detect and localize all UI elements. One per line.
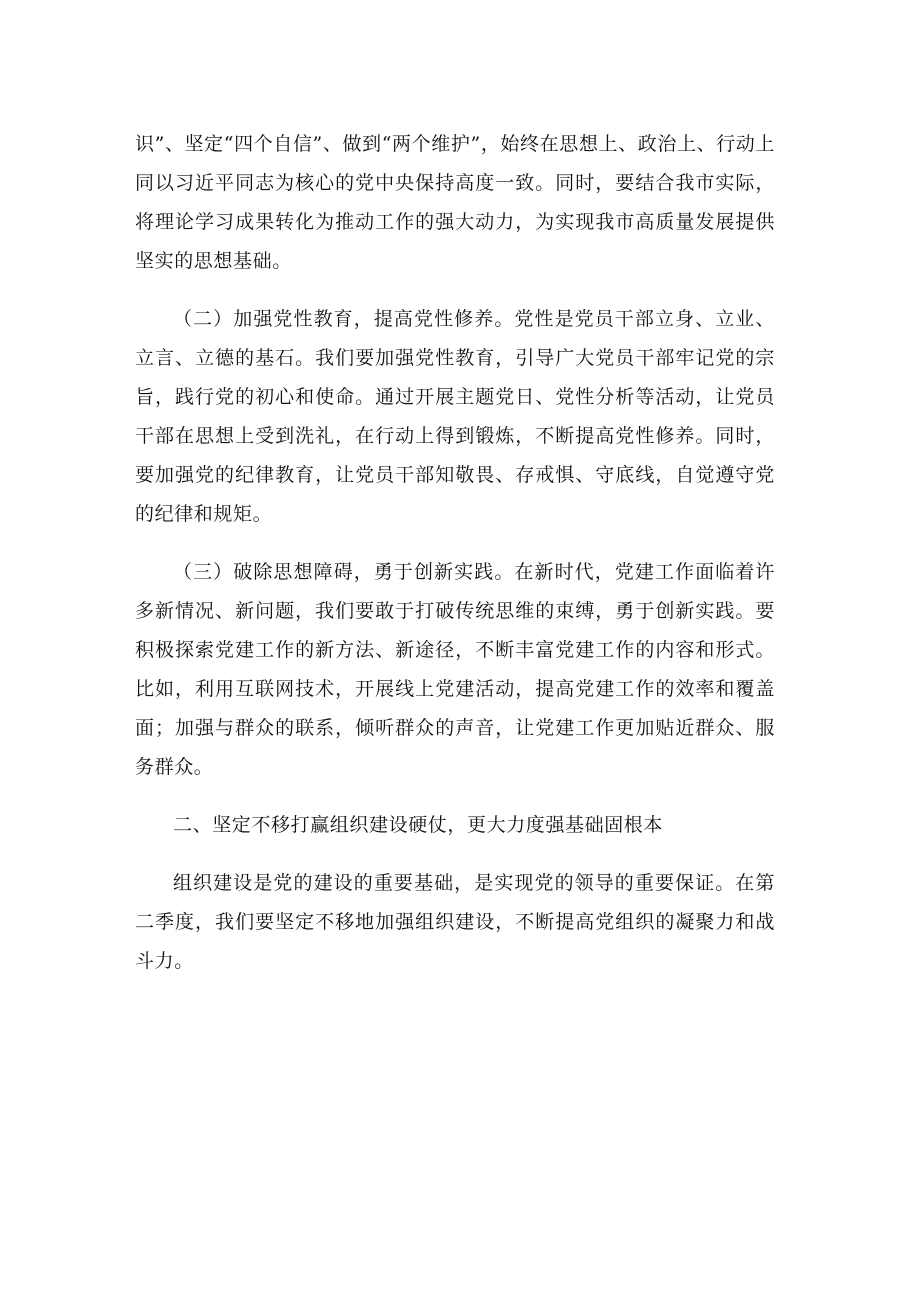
paragraph-organization-building-intro: 组织建设是党的建设的重要基础，是实现党的领导的重要保证。在第二季度，我们要坚定不移地加强组织建设，不断提高党组织的凝聚力和战斗力。	[135, 872, 775, 972]
paragraph-theory-study-continuation: 识”、坚定“四个自信”、做到“两个维护”，始终在思想上、政治上、行动上同以习近平同志为核心的党中央保持高度一致。同时，要结合我市实际，将理论学习成果转化为推动工作的强大动力，为实现我市高质量发展提供坚实的思想基础。	[135, 133, 775, 272]
paragraph-innovation-practice: （三）破除思想障碍，勇于创新实践。在新时代，党建工作面临着许多新情况、新问题，我们要敢于打破传统思维的束缚，勇于创新实践。要积极探索党建工作的新方法、新途径，不断丰富党建工作的内容和形式。比如，利用互联网技术，开展线上党建活动，提高党建工作的效率和覆盖面；加强与群众的联系，倾听群众的声音，让党建工作更加贴近群众、服务群众。	[135, 561, 775, 778]
paragraph-party-spirit-education: （二）加强党性教育，提高党性修养。党性是党员干部立身、立业、立言、立德的基石。我们要加强党性教育，引导广大党员干部牢记党的宗旨，践行党的初心和使命。通过开展主题党日、党性分析等活动，让党员干部在思想上受到洗礼，在行动上得到锻炼，不断提高党性修养。同时，要加强党的纪律教育，让党员干部知敬畏、存戒惧、守底线，自觉遵守党的纪律和规矩。	[135, 308, 775, 525]
section-heading-organization-building: 二、坚定不移打赢组织建设硬仗，更大力度强基础固根本	[173, 814, 664, 836]
document-body	[135, 125, 775, 981]
